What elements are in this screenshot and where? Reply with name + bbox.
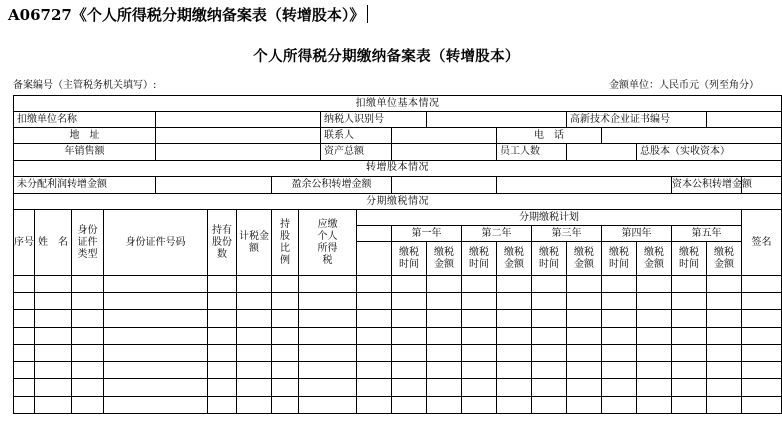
- year-1-header: 第一年: [392, 226, 462, 242]
- annual-sales-label: 年销售额: [14, 144, 156, 160]
- surplus-reserve-field[interactable]: [392, 176, 497, 193]
- employees-field[interactable]: [567, 144, 637, 160]
- undistributed-profit-label: 未分配利润转增金额: [14, 176, 156, 193]
- col-signature: 签名: [742, 210, 782, 276]
- table-row: [14, 310, 782, 327]
- surplus-reserve-label: 盈余公积转增金额: [272, 176, 392, 193]
- col-seq: 序号: [14, 210, 35, 276]
- total-equity-label: 总股本（实收资本）: [637, 144, 782, 160]
- section-installment-header: 分期缴税情况: [14, 194, 782, 210]
- table-row: [14, 379, 782, 396]
- col-name: 姓 名: [35, 210, 72, 276]
- contact-label: 联系人: [321, 128, 392, 144]
- phone-label: 电 话: [497, 128, 602, 144]
- table-row: [14, 344, 782, 361]
- hitech-cert-label: 高新技术企业证书编号: [567, 112, 707, 128]
- total-assets-label: 资产总额: [321, 144, 392, 160]
- table-row: [14, 362, 782, 379]
- table-row: [14, 327, 782, 344]
- contact-field[interactable]: [392, 128, 497, 144]
- year-2-header: 第二年: [462, 226, 532, 242]
- form-title: 个人所得税分期缴纳备案表（转增股本）: [253, 49, 520, 65]
- address-label: 地 址: [14, 128, 156, 144]
- taxpayer-id-label: 纳税人识别号: [321, 112, 427, 128]
- year-5-header: 第五年: [672, 226, 742, 242]
- hitech-cert-field[interactable]: [707, 112, 782, 128]
- capital-gap-field[interactable]: [497, 176, 672, 193]
- filing-number-label: 备案编号（主管税务机关填写）:: [13, 80, 157, 91]
- y2-pay-time: 缴税时间: [462, 242, 497, 275]
- document-heading: [8, 4, 368, 26]
- year-4-header: 第四年: [602, 226, 672, 242]
- filing-form-table: [13, 95, 782, 414]
- col-id-number: 身份证件号码: [104, 210, 208, 276]
- plan-spacer: [357, 226, 392, 242]
- withholder-name-label: 扣缴单位名称: [14, 112, 156, 128]
- phone-field[interactable]: [602, 128, 782, 144]
- section-withholder-header: 扣缴单位基本情况: [14, 96, 782, 112]
- table-row: [14, 396, 782, 413]
- col-tax-due: 应缴个人所得税: [299, 210, 357, 276]
- total-assets-field[interactable]: [392, 144, 497, 160]
- col-installment-plan: 分期缴税计划: [357, 210, 742, 226]
- table-row: [14, 293, 782, 310]
- col-share-ratio: 持股比例: [272, 210, 299, 276]
- document-heading-text: A06727《个人所得税分期缴纳备案表（转增股本）》: [8, 6, 365, 24]
- plan-spacer-lower: [357, 242, 392, 275]
- col-tax-base: 计税金额: [237, 210, 272, 276]
- employees-label: 员工人数: [497, 144, 567, 160]
- y3-pay-time: 缴税时间: [532, 242, 567, 275]
- y5-pay-amount: 缴税金额: [707, 242, 742, 275]
- address-field[interactable]: [156, 128, 321, 144]
- y5-pay-time: 缴税时间: [672, 242, 707, 275]
- y1-pay-amount: 缴税金额: [427, 242, 462, 275]
- col-id-type: 身份证件类型: [72, 210, 104, 276]
- withholder-name-field[interactable]: [156, 112, 321, 128]
- currency-unit-label: 金额单位：人民币元（列至角分）: [609, 80, 759, 91]
- undistributed-profit-field[interactable]: [156, 176, 272, 193]
- y4-pay-time: 缴税时间: [602, 242, 637, 275]
- y3-pay-amount: 缴税金额: [567, 242, 602, 275]
- y2-pay-amount: 缴税金额: [497, 242, 532, 275]
- section-capital-header: 转增股本情况: [14, 160, 782, 176]
- capital-reserve-label: 资本公积转增金额: [672, 176, 742, 193]
- table-row: [14, 275, 782, 292]
- y1-pay-time: 缴税时间: [392, 242, 427, 275]
- y4-pay-amount: 缴税金额: [637, 242, 672, 275]
- year-3-header: 第三年: [532, 226, 602, 242]
- taxpayer-id-field[interactable]: [427, 112, 567, 128]
- col-shares-held: 持有股份数: [208, 210, 237, 276]
- text-cursor: [367, 5, 368, 23]
- annual-sales-field[interactable]: [156, 144, 321, 160]
